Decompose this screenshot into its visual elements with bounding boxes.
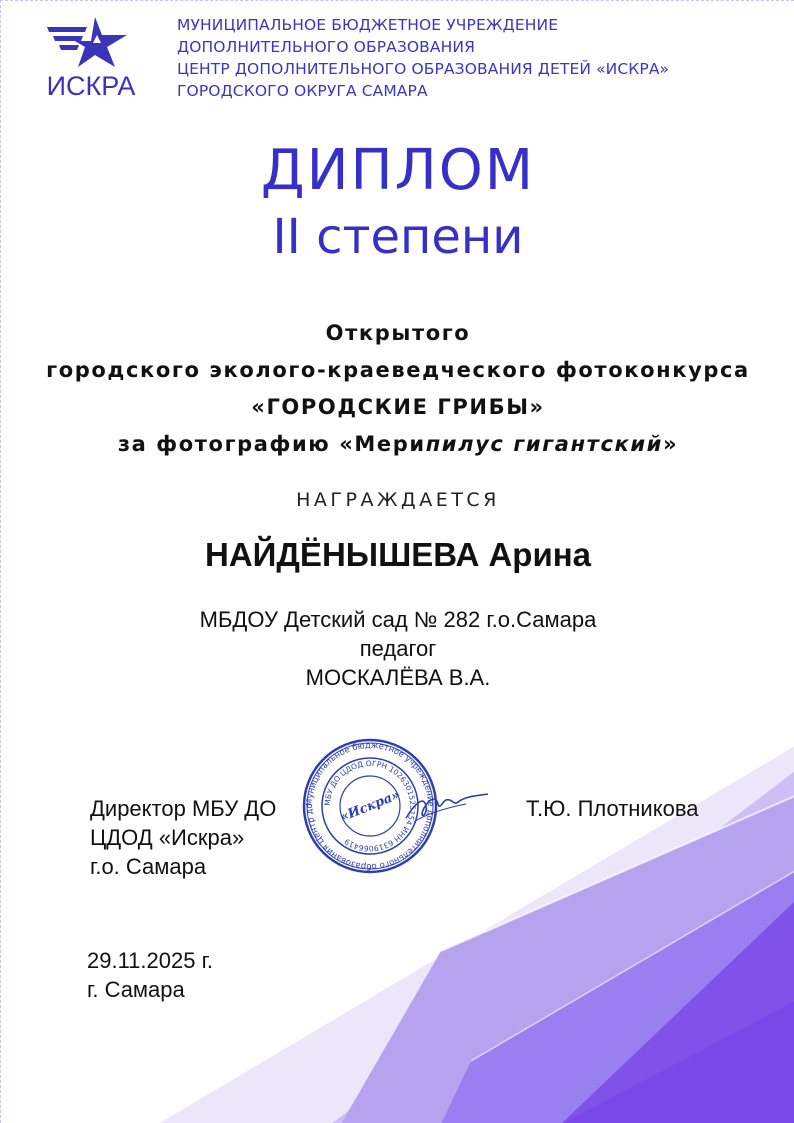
contest-description xyxy=(1,315,794,463)
logo-text: ИСКРА xyxy=(46,71,136,101)
director-name: Т.Ю. Плотникова xyxy=(526,796,699,821)
stamp-seal xyxy=(296,710,495,906)
school-name: МБДОУ Детский сад № 282 г.о.Самара xyxy=(199,607,597,632)
director-position xyxy=(90,794,276,881)
stamp-inner-text: МБУ ДО ЦДОД ОГРН 1026301525154 ИНН 6319066419 xyxy=(322,758,418,854)
director-position-line: Директор МБУ ДО xyxy=(90,796,277,821)
recipient-name: НАЙДЁНЫШЕВА Арина xyxy=(204,536,592,573)
org-line: ГОРОДСКОГО ОКРУГА САМАРА xyxy=(177,82,428,100)
org-line: МУНИЦИПАЛЬНОЕ БЮДЖЕТНОЕ УЧРЕЖДЕНИЕ xyxy=(177,16,559,34)
stamp-ring-text: Муниципальное бюджетное учреждение дополнительного образования Центр до xyxy=(303,739,437,873)
org-line: ЦЕНТР ДОПОЛНИТЕЛЬНОГО ОБРАЗОВАНИЯ ДЕТЕЙ «ИСКРА» xyxy=(177,60,670,78)
official-stamp xyxy=(296,710,495,906)
photo-title-suffix: » xyxy=(662,432,679,456)
awarded-label: НАГРАЖДАЕТСЯ xyxy=(296,489,500,511)
teacher-role: педагог xyxy=(359,636,437,661)
issue-date: 29.11.2025 г. xyxy=(87,948,214,973)
director-position-line: г.о. Самара xyxy=(90,854,207,879)
contest-line: городского эколого-краеведческого фотоконкурса xyxy=(46,358,750,382)
organization-header xyxy=(177,14,777,102)
issue-date-block xyxy=(87,946,213,1004)
photo-title-italic: пилус гигантский xyxy=(425,432,663,456)
org-line: ДОПОЛНИТЕЛЬНОГО ОБРАЗОВАНИЯ xyxy=(177,38,475,56)
iskra-logo xyxy=(45,15,137,101)
contest-line: Открытого xyxy=(325,321,471,345)
institution-block xyxy=(1,605,794,692)
photo-title-prefix: за фотографию «Мери xyxy=(117,432,426,456)
star-wings-icon xyxy=(45,15,137,71)
diploma-title: ДИПЛОМ xyxy=(260,138,536,203)
contest-name: «ГОРОДСКИЕ ГРИБЫ» xyxy=(251,395,545,419)
photo-title-line xyxy=(1,426,794,463)
director-position-line: ЦДОД «Искра» xyxy=(90,825,245,850)
stamp-center-text: «Искра» xyxy=(338,787,403,826)
teacher-name: МОСКАЛЁВА В.А. xyxy=(305,665,491,690)
diploma-degree: II степени xyxy=(272,209,524,265)
issue-city: г. Самара xyxy=(87,977,185,1002)
